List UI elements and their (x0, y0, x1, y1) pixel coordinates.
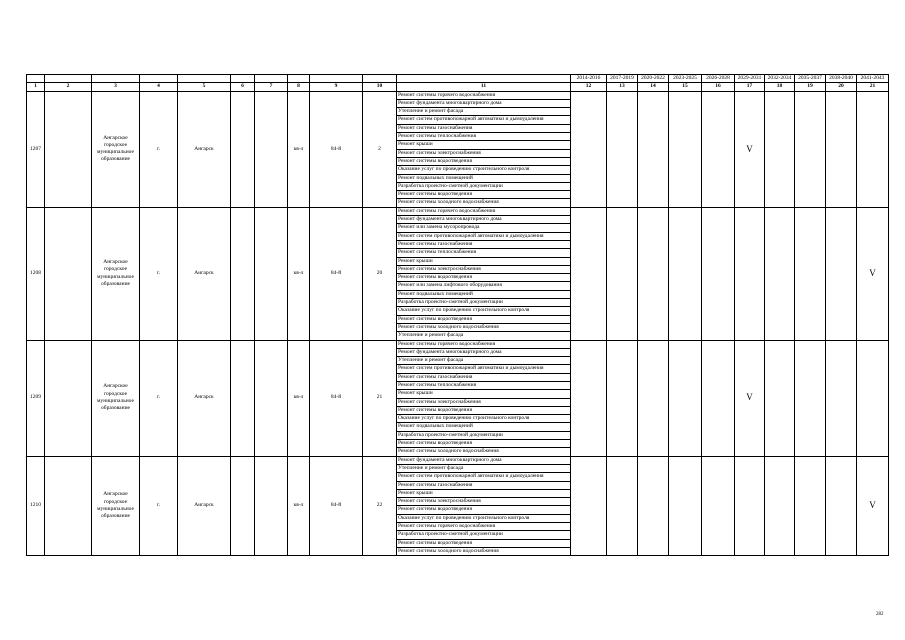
work-item: Ремонт подвальных помещений (397, 423, 571, 431)
empty-cell (255, 340, 288, 456)
period-cell (795, 207, 826, 340)
period-cell (702, 91, 735, 207)
period-header: 2023-2025 (669, 75, 702, 83)
row-id: 1208 (27, 207, 45, 340)
locality: Ангарск (178, 456, 231, 556)
work-item: Ремонт системы газоснабжения (397, 240, 571, 248)
work-item: Ремонт системы водоотведения (397, 406, 571, 414)
header-blank-cell (397, 75, 571, 83)
period-cell (571, 207, 607, 340)
work-item: Ремонт системы горячего водоснабжения (397, 91, 571, 99)
column-number: 11 (397, 83, 571, 91)
work-item: Ремонт системы электроснабжения (397, 149, 571, 157)
period-cell (607, 91, 638, 207)
column-number: 3 (92, 83, 140, 91)
period-cell (669, 207, 702, 340)
work-item: Ремонт систем противопожарной автоматики и дымоудаления (397, 365, 571, 373)
period-header: 2041-2043 (857, 75, 889, 83)
street: 84-й (310, 340, 363, 456)
locality-type: г. (140, 456, 178, 556)
period-cell (571, 91, 607, 207)
column-number: 12 (571, 83, 607, 91)
header-blank-cell (288, 75, 310, 83)
work-item: Ремонт системы теплоснабжения (397, 249, 571, 257)
header-blank-cell (231, 75, 255, 83)
work-item: Ремонт фундамента многоквартирного дома (397, 348, 571, 356)
period-cell (795, 91, 826, 207)
page-number: 282 (876, 612, 884, 617)
period-header-row (27, 75, 889, 83)
header-blank-cell (27, 75, 45, 83)
column-number: 16 (702, 83, 735, 91)
empty-cell (231, 340, 255, 456)
work-item: Ремонт системы холодного водоснабжения (397, 323, 571, 331)
work-item: Ремонт системы электроснабжения (397, 265, 571, 273)
empty-cell (45, 207, 92, 340)
locality-type: г. (140, 207, 178, 340)
work-item: Разработка проектно-сметной документации (397, 431, 571, 439)
period-cell (765, 456, 795, 556)
work-item: Ремонт систем противопожарной автоматики и дымоудаления (397, 473, 571, 481)
column-number: 4 (140, 83, 178, 91)
empty-cell (45, 340, 92, 456)
column-number: 7 (255, 83, 288, 91)
work-item: Ремонт подвальных помещений (397, 174, 571, 182)
street: 84-й (310, 91, 363, 207)
work-item: Ремонт фундамента многоквартирного дома (397, 99, 571, 107)
work-item: Ремонт системы холодного водоснабжения (397, 199, 571, 207)
period-header: 2029-2031 (735, 75, 765, 83)
work-item: Ремонт системы электроснабжения (397, 498, 571, 506)
work-item: Ремонт системы водоотведения (397, 539, 571, 547)
period-cell (735, 456, 765, 556)
work-item: Ремонт системы горячего водоснабжения (397, 523, 571, 531)
empty-cell (231, 456, 255, 556)
period-cell (826, 207, 857, 340)
work-item: Ремонт системы газоснабжения (397, 373, 571, 381)
column-number: 2 (45, 83, 92, 91)
period-cell (826, 340, 857, 456)
period-mark: V (857, 456, 889, 556)
table-row (27, 91, 889, 99)
empty-cell (255, 207, 288, 340)
house-number: 2 (363, 91, 397, 207)
street-type: кв-л (288, 207, 310, 340)
street-type: кв-л (288, 91, 310, 207)
period-cell (765, 207, 795, 340)
period-cell (826, 456, 857, 556)
locality: Ангарск (178, 91, 231, 207)
locality: Ангарск (178, 207, 231, 340)
column-number: 6 (231, 83, 255, 91)
work-item: Ремонт крыши (397, 489, 571, 497)
period-cell (669, 91, 702, 207)
period-cell (638, 207, 669, 340)
work-item: Разработка проектно-сметной документации (397, 299, 571, 307)
house-number: 20 (363, 207, 397, 340)
period-cell (702, 340, 735, 456)
period-cell (702, 456, 735, 556)
work-item: Ремонт системы горячего водоснабжения (397, 207, 571, 215)
table-row (27, 456, 889, 464)
period-cell (765, 340, 795, 456)
house-number: 22 (363, 456, 397, 556)
period-cell (607, 207, 638, 340)
work-item: Ремонт системы водоотведения (397, 157, 571, 165)
table-row (27, 340, 889, 348)
period-cell (795, 456, 826, 556)
work-item: Утепление и ремонт фасада (397, 464, 571, 472)
work-item: Ремонт фундамента многоквартирного дома (397, 456, 571, 464)
period-cell (826, 91, 857, 207)
work-item: Ремонт систем противопожарной автоматики и дымоудаления (397, 116, 571, 124)
header-blank-cell (178, 75, 231, 83)
work-item: Ремонт системы электроснабжения (397, 398, 571, 406)
municipality: Ангарское городское муниципальное образование (92, 91, 140, 207)
work-item: Ремонт или замена мусоропровода (397, 224, 571, 232)
capital-repair-table (26, 74, 889, 556)
work-item: Ремонт системы теплоснабжения (397, 133, 571, 141)
period-mark: V (735, 91, 765, 207)
column-number: 8 (288, 83, 310, 91)
period-cell (857, 340, 889, 456)
street-type: кв-л (288, 340, 310, 456)
period-cell (669, 456, 702, 556)
locality-type: г. (140, 340, 178, 456)
work-item: Оказание услуг по проведению строительного контроля (397, 166, 571, 174)
street-type: кв-л (288, 456, 310, 556)
period-cell (702, 207, 735, 340)
work-item: Ремонт системы водоотведения (397, 506, 571, 514)
municipality: Ангарское городское муниципальное образование (92, 340, 140, 456)
work-item: Ремонт фундамента многоквартирного дома (397, 216, 571, 224)
work-item: Ремонт системы холодного водоснабжения (397, 547, 571, 555)
work-item: Ремонт систем противопожарной автоматики и дымоудаления (397, 232, 571, 240)
period-cell (857, 91, 889, 207)
street: 84-й (310, 207, 363, 340)
empty-cell (45, 456, 92, 556)
work-item: Разработка проектно-сметной документации (397, 182, 571, 190)
period-header: 2035-2037 (795, 75, 826, 83)
period-header: 2014-2016 (571, 75, 607, 83)
column-number: 1 (27, 83, 45, 91)
work-item: Ремонт системы водоотведения (397, 440, 571, 448)
empty-cell (231, 91, 255, 207)
work-item: Оказание услуг по проведению строительного контроля (397, 307, 571, 315)
period-cell (669, 340, 702, 456)
table-row (27, 207, 889, 215)
period-header: 2032-2034 (765, 75, 795, 83)
period-header: 2026-2028 (702, 75, 735, 83)
work-item: Ремонт системы газоснабжения (397, 124, 571, 132)
work-item: Ремонт крыши (397, 141, 571, 149)
header-blank-cell (92, 75, 140, 83)
column-number: 15 (669, 83, 702, 91)
column-number: 9 (310, 83, 363, 91)
row-id: 1209 (27, 340, 45, 456)
column-number: 10 (363, 83, 397, 91)
work-item: Ремонт системы холодного водоснабжения (397, 448, 571, 456)
period-cell (735, 207, 765, 340)
house-number: 21 (363, 340, 397, 456)
period-header: 2017-2019 (607, 75, 638, 83)
column-number: 5 (178, 83, 231, 91)
work-item: Утепление и ремонт фасада (397, 332, 571, 340)
header-blank-cell (255, 75, 288, 83)
column-number: 19 (795, 83, 826, 91)
row-id: 1207 (27, 91, 45, 207)
work-item: Разработка проектно-сметной документации (397, 531, 571, 539)
period-header: 2038-2040 (826, 75, 857, 83)
period-header: 2020-2022 (638, 75, 669, 83)
work-item: Оказание услуг по проведению строительного контроля (397, 514, 571, 522)
column-number: 20 (826, 83, 857, 91)
period-mark: V (735, 340, 765, 456)
municipality: Ангарское городское муниципальное образование (92, 456, 140, 556)
work-item: Ремонт подвальных помещений (397, 290, 571, 298)
empty-cell (255, 91, 288, 207)
work-item: Ремонт крыши (397, 257, 571, 265)
header-blank-cell (363, 75, 397, 83)
period-cell (765, 91, 795, 207)
work-item: Ремонт системы водоотведения (397, 315, 571, 323)
empty-cell (45, 91, 92, 207)
header-blank-cell (310, 75, 363, 83)
period-cell (795, 340, 826, 456)
column-number: 21 (857, 83, 889, 91)
work-item: Ремонт системы теплоснабжения (397, 381, 571, 389)
empty-cell (231, 207, 255, 340)
header-blank-cell (45, 75, 92, 83)
work-item: Утепление и ремонт фасада (397, 357, 571, 365)
column-number: 18 (765, 83, 795, 91)
column-number: 17 (735, 83, 765, 91)
empty-cell (255, 456, 288, 556)
period-cell (638, 456, 669, 556)
period-cell (571, 456, 607, 556)
period-mark: V (857, 207, 889, 340)
period-cell (571, 340, 607, 456)
locality-type: г. (140, 91, 178, 207)
period-cell (638, 340, 669, 456)
work-item: Ремонт системы водоотведения (397, 274, 571, 282)
work-item: Ремонт крыши (397, 390, 571, 398)
work-item: Утепление и ремонт фасада (397, 108, 571, 116)
row-id: 1210 (27, 456, 45, 556)
column-number: 14 (638, 83, 669, 91)
column-number-row (27, 83, 889, 91)
work-item: Ремонт или замена лифтового оборудования (397, 282, 571, 290)
work-item: Ремонт системы газоснабжения (397, 481, 571, 489)
work-item: Ремонт системы горячего водоснабжения (397, 340, 571, 348)
column-number: 13 (607, 83, 638, 91)
period-cell (607, 456, 638, 556)
locality: Ангарск (178, 340, 231, 456)
work-item: Оказание услуг по проведению строительного контроля (397, 415, 571, 423)
street: 84-й (310, 456, 363, 556)
period-cell (638, 91, 669, 207)
header-blank-cell (140, 75, 178, 83)
municipality: Ангарское городское муниципальное образование (92, 207, 140, 340)
period-cell (607, 340, 638, 456)
work-item: Ремонт системы водоотведения (397, 191, 571, 199)
